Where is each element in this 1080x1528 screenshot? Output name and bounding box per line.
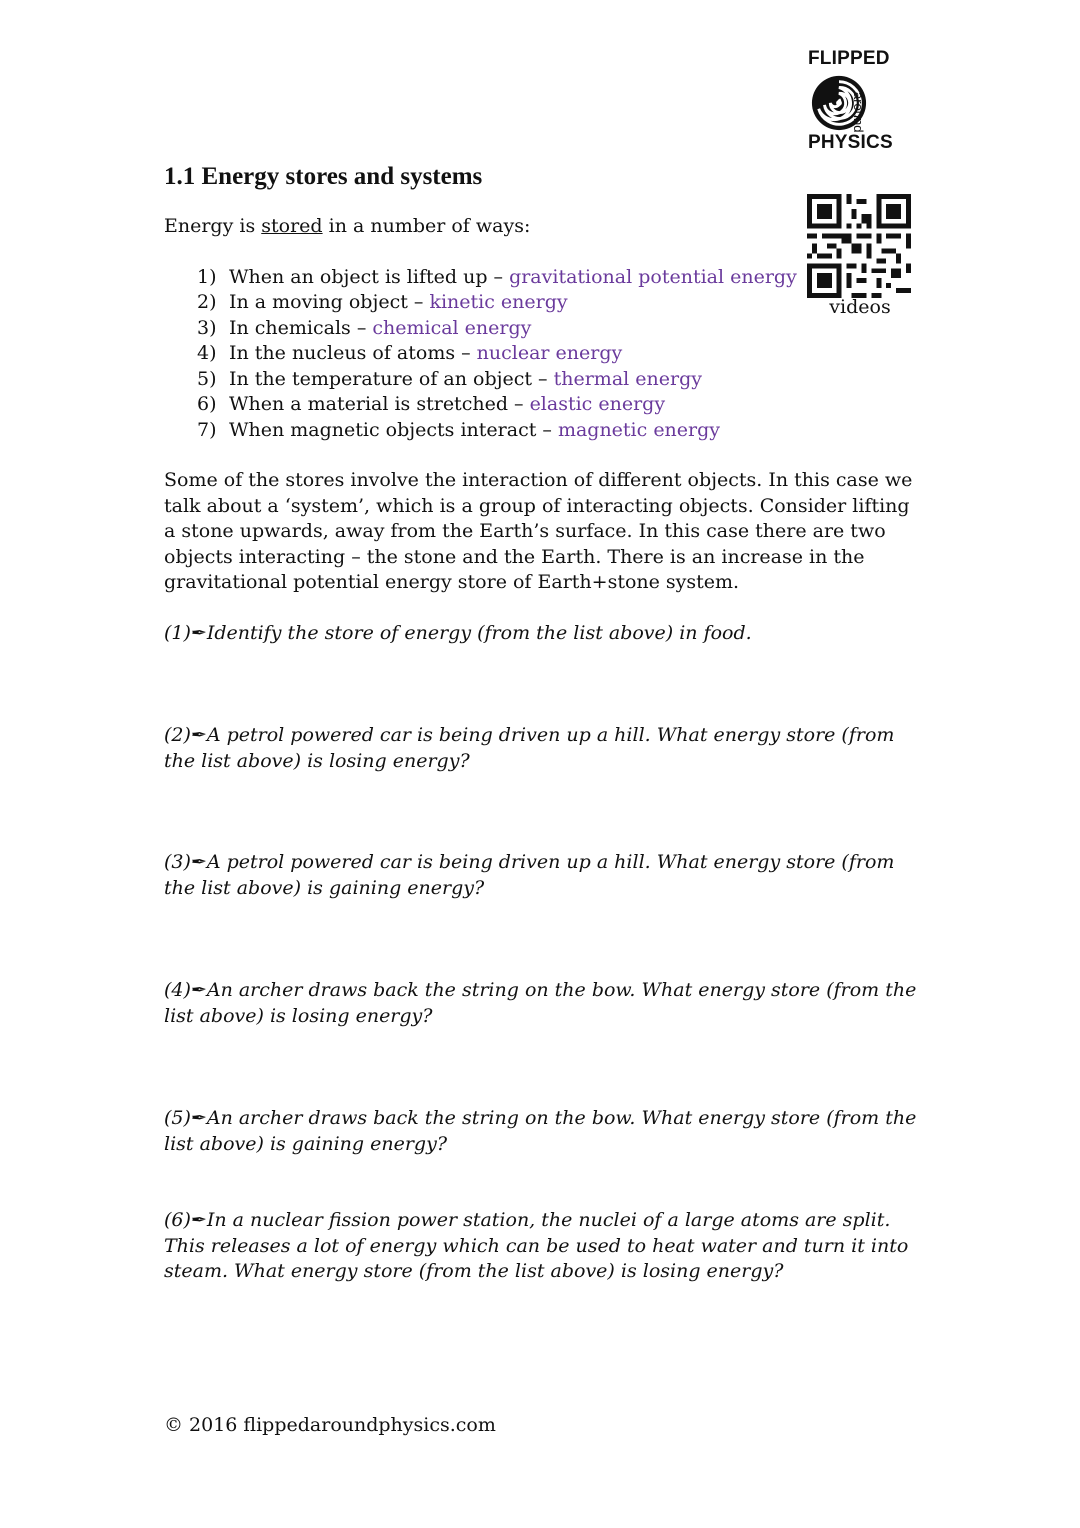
energy-store-name: magnetic energy — [557, 418, 721, 441]
qr-caption: videos — [829, 296, 891, 318]
list-item — [197, 265, 924, 291]
energy-store-list — [164, 265, 924, 444]
question-text: In a nuclear fission power station, the nuclei of a large atoms are split. This releases a lot of energy which can be used to heat water and turn it into steam. What energy store (from the list above) is losing energy? — [164, 1209, 909, 1282]
intro-underlined-word: stored — [261, 215, 323, 237]
question-number: (3) — [164, 851, 191, 873]
list-number: 7) — [197, 418, 217, 441]
intro-sentence — [164, 214, 924, 240]
question-number: (5) — [164, 1107, 191, 1129]
pen-icon: ✒ — [190, 1211, 207, 1229]
question-text: An archer draws back the string on the bow. What energy store (from the list above) is gaining energy? — [164, 1107, 917, 1155]
question-number: (1) — [164, 621, 191, 644]
list-item — [197, 367, 924, 393]
energy-store-name: chemical energy — [372, 316, 532, 339]
list-item — [197, 341, 924, 367]
list-text: When a material is stretched – — [229, 393, 530, 415]
question-4 — [164, 978, 924, 1029]
intro-text-before: Energy is — [164, 215, 262, 237]
flipped-around-physics-logo — [800, 48, 900, 158]
list-text: In a moving object – — [229, 291, 430, 313]
pen-icon: ✒ — [190, 853, 207, 871]
intro-text-after: in a number of ways: — [322, 215, 531, 237]
list-number: 5) — [197, 367, 217, 390]
logo-bottom-word: PHYSICS — [808, 132, 893, 153]
pen-icon: ✒ — [190, 624, 207, 641]
list-text: When magnetic objects interact – — [229, 418, 558, 441]
list-item — [197, 392, 924, 418]
system-paragraph: Some of the stores involve the interaction of different objects. In this case we talk about a ‘system’, which is a group of interacting objects. Consider lifting a stone upwards, away from the Earth’s surface. In this case there are two objects interacting – the stone and the Earth. There is an increase in the gravitational potential energy store of Earth+stone system. — [164, 469, 913, 593]
list-text: In chemicals – — [229, 316, 373, 339]
list-number: 4) — [197, 342, 217, 364]
list-text: In the nucleus of atoms – — [229, 342, 477, 364]
question-number: (2) — [164, 724, 191, 746]
list-text: In the temperature of an object – — [229, 367, 554, 390]
question-text: A petrol powered car is being driven up a hill. What energy store (from the list above) is gaining energy? — [164, 851, 895, 899]
energy-store-name: kinetic energy — [429, 291, 568, 313]
question-2 — [164, 723, 924, 774]
question-text: An archer draws back the string on the bow. What energy store (from the list above) is losing energy? — [164, 979, 917, 1027]
list-item — [197, 316, 924, 342]
pen-icon: ✒ — [190, 1109, 207, 1127]
question-number: (4) — [164, 979, 191, 1001]
pen-icon: ✒ — [190, 726, 207, 744]
worksheet-content — [164, 160, 924, 1285]
energy-store-name: nuclear energy — [476, 342, 623, 364]
question-text: Identify the store of energy (from the list above) in food. — [206, 621, 752, 644]
energy-store-name: elastic energy — [529, 393, 666, 415]
question-3 — [164, 850, 924, 901]
question-1 — [164, 621, 924, 647]
list-text: When an object is lifted up – — [229, 265, 510, 288]
list-number: 6) — [197, 393, 217, 415]
pen-icon: ✒ — [190, 981, 207, 999]
list-number: 1) — [197, 265, 217, 288]
list-item — [197, 290, 924, 316]
logo-side-word: around — [851, 92, 866, 133]
energy-store-name: gravitational potential energy — [509, 265, 797, 288]
question-number: (6) — [164, 1209, 191, 1231]
question-text: A petrol powered car is being driven up a hill. What energy store (from the list above) is losing energy? — [164, 724, 895, 772]
question-6 — [164, 1208, 924, 1285]
list-number: 3) — [197, 316, 217, 339]
list-number: 2) — [197, 291, 217, 313]
question-5 — [164, 1106, 924, 1157]
copyright-footer: © 2016 flippedaroundphysics.com — [164, 1414, 496, 1436]
logo-top-word: FLIPPED — [808, 48, 890, 69]
energy-store-name: thermal energy — [553, 367, 702, 390]
page-title: 1.1 Energy stores and systems — [164, 163, 483, 190]
list-item — [197, 418, 924, 444]
